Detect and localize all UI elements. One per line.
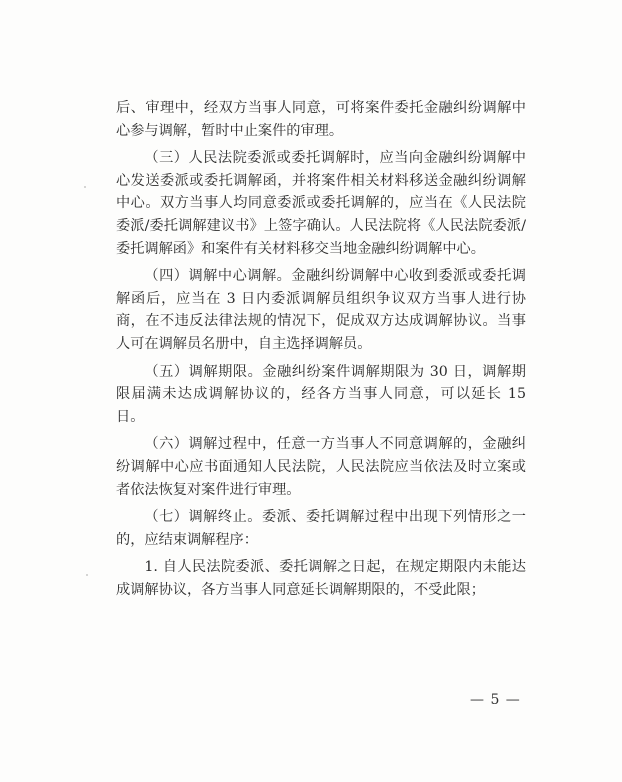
paragraph-item-7: （七）调解终止。委派、委托调解过程中出现下列情形之一的，应结束调解程序： xyxy=(116,509,526,548)
document-body xyxy=(116,97,526,601)
paragraph-continuation: 后、审理中，经双方当事人同意，可将案件委托金融纠纷调解中心参与调解，暂时中止案件的审理。 xyxy=(116,100,526,139)
scan-speck xyxy=(84,186,86,188)
paragraph-item-4: （四）调解中心调解。金融纠纷调解中心收到委派或委托调解函后，应当在 3 日内委派调解员组织争议双方当事人进行协商，在不违反法律法规的情况下，促成双方达成调解协议。当事人可在调解员名册中，自主选择调解员。 xyxy=(116,268,526,352)
paragraph-item-5: （五）调解期限。金融纠纷案件调解期限为 30 日，调解期限届满未达成调解协议的，经各方当事人同意，可以延长 15 日。 xyxy=(116,363,526,425)
paragraph-item-3: （三）人民法院委派或委托调解时，应当向金融纠纷调解中心发送委派或委托调解函，并将案件相关材料移送金融纠纷调解中心。双方当事人均同意委派或委托调解的，应当在《人民法院委派/委托调解建议书》上签字确认。人民法院将《人民法院委派/委托调解函》和案件有关材料移交当地金融纠纷调解中心。 xyxy=(116,150,526,257)
scan-speck xyxy=(86,574,88,576)
paragraph-item-6: （六）调解过程中，任意一方当事人不同意调解的，金融纠纷调解中心应书面通知人民法院，人民法院应当依法及时立案或者依法恢复对案件进行审理。 xyxy=(116,436,526,498)
paragraph-subitem-1: 1. 自人民法院委派、委托调解之日起，在规定期限内未能达成调解协议，各方当事人同意延长调解期限的，不受此限； xyxy=(116,559,526,598)
page-number: — 5 — xyxy=(470,692,521,708)
